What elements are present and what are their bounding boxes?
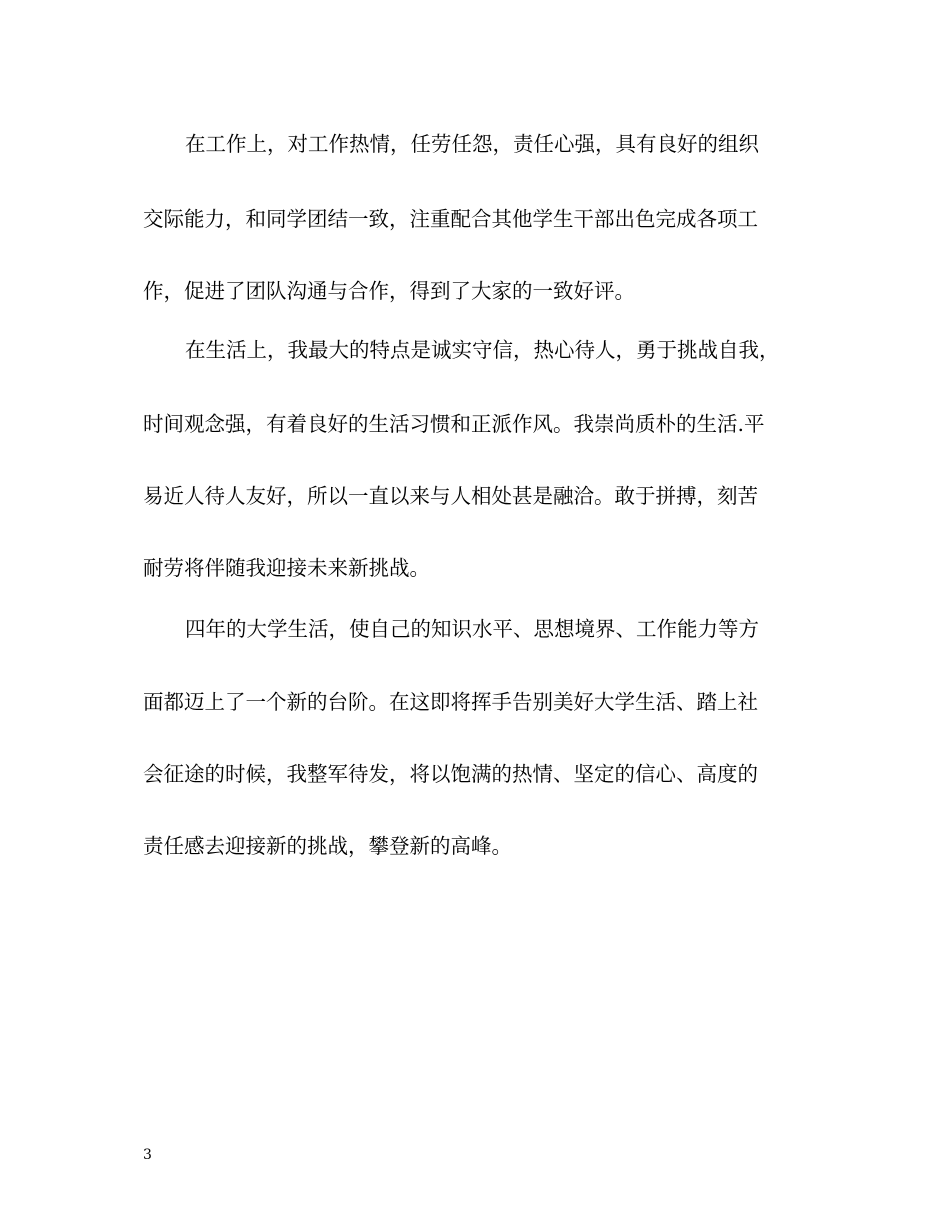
paragraph-2-line-3: 易近人待人友好，所以一直以来与人相处甚是融洽。敢于拼搏，刻苦 (143, 484, 758, 508)
paragraph-3-line-3: 会征途的时候，我整军待发，将以饱满的热情、坚定的信心、高度的 (143, 762, 758, 786)
paragraph-2-line-1: 在生活上，我最大的特点是诚实守信，热心待人，勇于挑战自我， (185, 338, 780, 362)
paragraph-1-line-3: 作，促进了团队沟通与合作，得到了大家的一致好评。 (143, 279, 635, 303)
page-number: 3 (143, 1147, 152, 1163)
paragraph-3-line-1: 四年的大学生活，使自己的知识水平、思想境界、工作能力等方 (185, 617, 759, 641)
paragraph-3-line-4: 责任感去迎接新的挑战，攀登新的高峰。 (143, 834, 512, 858)
paragraph-2-line-2: 时间观念强，有着良好的生活习惯和正派作风。我崇尚质朴的生活.平 (143, 412, 765, 436)
paragraph-1-line-2: 交际能力，和同学团结一致，注重配合其他学生干部出色完成各项工 (143, 207, 758, 231)
paragraph-2-line-4: 耐劳将伴随我迎接未来新挑战。 (143, 556, 430, 580)
paragraph-1-line-1: 在工作上，对工作热情，任劳任怨，责任心强，具有良好的组织 (185, 132, 759, 156)
paragraph-3-line-2: 面都迈上了一个新的台阶。在这即将挥手告别美好大学生活、踏上社 (143, 690, 758, 714)
